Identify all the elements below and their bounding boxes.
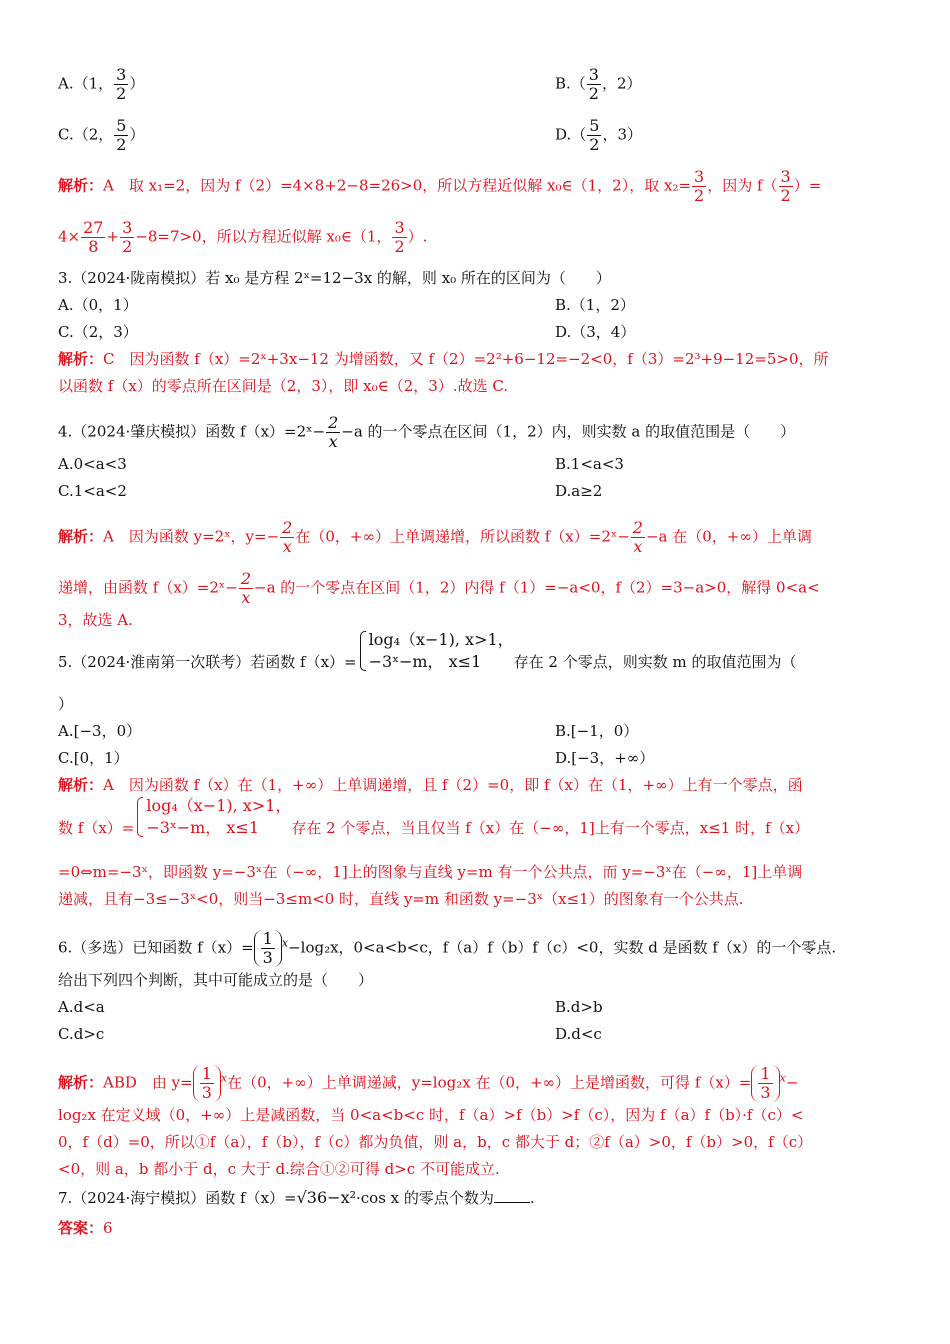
option-d: D.[−3，+∞）	[555, 749, 655, 767]
solution-line: 0，f（d）=0，所以①f（a），f（b），f（c）都为负值，则 a，b，c 都大于 d；②f（a）>0，f（b）>0，f（c）	[58, 1133, 813, 1151]
question-6-stem: 6.（多选）已知函数 f（x）= $\frac{1}{3}$ $^x$−log₂x，0<a<b<c，f（a）f（b）f（c）<0，实数 d 是函数 f（x）的一个零点.	[58, 929, 837, 967]
fraction: $\frac{5}{2}$	[589, 116, 600, 154]
option-d: D.（ $\frac{5}{2}$ ，3）	[555, 116, 642, 154]
option-b: B.1<a<3	[555, 455, 624, 473]
solution-line: 解析：A 因为函数 f（x）在（1，+∞）上单调递增，且 f（2）=0，即 f（x）在（1，+∞）上有一个零点，函	[58, 776, 803, 794]
question-6-stem-line2: 给出下列四个判断，其中可能成立的是（ ）	[58, 971, 374, 989]
option-a: A.d<a	[58, 998, 105, 1016]
option-c: C.1<a<2	[58, 482, 127, 500]
solution-line: 解析：A 取 x₁=2，因为 f（2）=4×8+2−8=26>0，所以方程近似解 x₀∈（1，2），取 x₂= $\frac{3}{2}$ ，因为 f（ $\frac{3}{2}$ ）=	[58, 167, 822, 205]
option-d: D.d<c	[555, 1025, 602, 1043]
solution-line: 解析：ABD 由 y= $\frac{1}{3}$ $^x$在（0，+∞）上单调递减，y=log₂x 在（0，+∞）上是增函数，可得 f（x）= $\frac{1}{3}$ $^x$−	[58, 1064, 799, 1102]
solution-line: 以函数 f（x）的零点所在区间是（2，3），即 x₀∈（2，3）.故选 C.	[58, 377, 509, 395]
option-d: D.a≥2	[555, 482, 603, 500]
solution-line: 3，故选 A.	[58, 611, 133, 629]
option-d: D.（3，4）	[555, 323, 636, 341]
option-b: B.[−1，0）	[555, 722, 639, 740]
fraction: $\frac{3}{2}$	[588, 65, 599, 103]
answer-line: 答案：6	[58, 1219, 113, 1237]
solution-line: =0⇔m=−3ˣ，即函数 y=−3ˣ在（−∞，1]上的图象与直线 y=m 有一个公共点，而 y=−3ˣ在（−∞，1]上单调	[58, 863, 803, 881]
question-5-stem: 5.（2024·淮南第一次联考）若函数 f（x）= log₄（x−1), x>1， −3ˣ−m， x≤1 存在 2 个零点，则实数 m 的取值范围为（	[58, 630, 797, 671]
fraction: $\frac{3}{2}$	[116, 65, 127, 103]
question-3-stem: 3.（2024·陇南模拟）若 x₀ 是方程 2ˣ=12−3x 的解，则 x₀ 所在的区间为（ ）	[58, 269, 611, 287]
solution-line: 4× $\frac{27}{8}$ + $\frac{3}{2}$ −8=7>0，所以方程近似解 x₀∈（1， $\frac{3}{2}$ ）.	[58, 218, 428, 256]
option-a: A.[−3，0）	[58, 722, 142, 740]
solution-line: 解析：C 因为函数 f（x）=2ˣ+3x−12 为增函数，又 f（2）=2²+6−12=−2<0，f（3）=2³+9−12=5>0，所	[58, 350, 829, 368]
option-a: A.（0，1）	[58, 296, 138, 314]
option-a: A.0<a<3	[58, 455, 127, 473]
option-c: C.（2， $\frac{5}{2}$ ）	[58, 116, 145, 154]
option-c: C.d>c	[58, 1025, 105, 1043]
solution-line: <0，则 a，b 都小于 d，c 大于 d.综合①②可得 d>c 不可能成立.	[58, 1160, 500, 1178]
solution-line: 数 f（x）= log₄（x−1), x>1， −3ˣ−m， x≤1 存在 2 个零点，当且仅当 f（x）在（−∞，1]上有一个零点，x≤1 时，f（x）	[58, 796, 810, 837]
option-a: A.（1， $\frac{3}{2}$ ）	[58, 65, 145, 103]
option-b: B.（ $\frac{3}{2}$ ，2）	[555, 65, 642, 103]
solution-line: 递增，由函数 f（x）=2ˣ− $\frac{2}{x}$ −a 的一个零点在区间（1，2）内得 f（1）=−a<0，f（2）=3−a>0，解得 0<a<	[58, 569, 820, 607]
question-5-stem-end: ）	[58, 695, 74, 713]
answer-blank[interactable]	[494, 1188, 530, 1203]
option-b: B.（1，2）	[555, 296, 635, 314]
fraction: $\frac{5}{2}$	[116, 116, 127, 154]
question-4-stem: 4.（2024·肇庆模拟）函数 f（x）=2ˣ− $\frac{2}{x}$ −a 的一个零点在区间（1，2）内，则实数 a 的取值范围是（ ）	[58, 413, 796, 451]
question-7-stem: 7.（2024·海宁模拟）函数 f（x）=√36−x²·cos x 的零点个数为 .	[58, 1188, 535, 1207]
solution-line: log₂x 在定义域（0，+∞）上是减函数，当 0<a<b<c 时，f（a）>f（b）>f（c），因为 f（a）f（b）·f（c）<	[58, 1106, 804, 1124]
solution-line: 解析：A 因为函数 y=2ˣ，y=− $\frac{2}{x}$ 在（0，+∞）上单调递增，所以函数 f（x）=2ˣ− $\frac{2}{x}$ −a 在（0，+∞）上单调	[58, 518, 812, 556]
option-c: C.（2，3）	[58, 323, 138, 341]
solution-line: 递减，且有−3≤−3ˣ<0，则当−3≤m<0 时，直线 y=m 和函数 y=−3ˣ（x≤1）的图象有一个公共点.	[58, 890, 744, 908]
option-c: C.[0，1）	[58, 749, 129, 767]
option-b: B.d>b	[555, 998, 603, 1016]
